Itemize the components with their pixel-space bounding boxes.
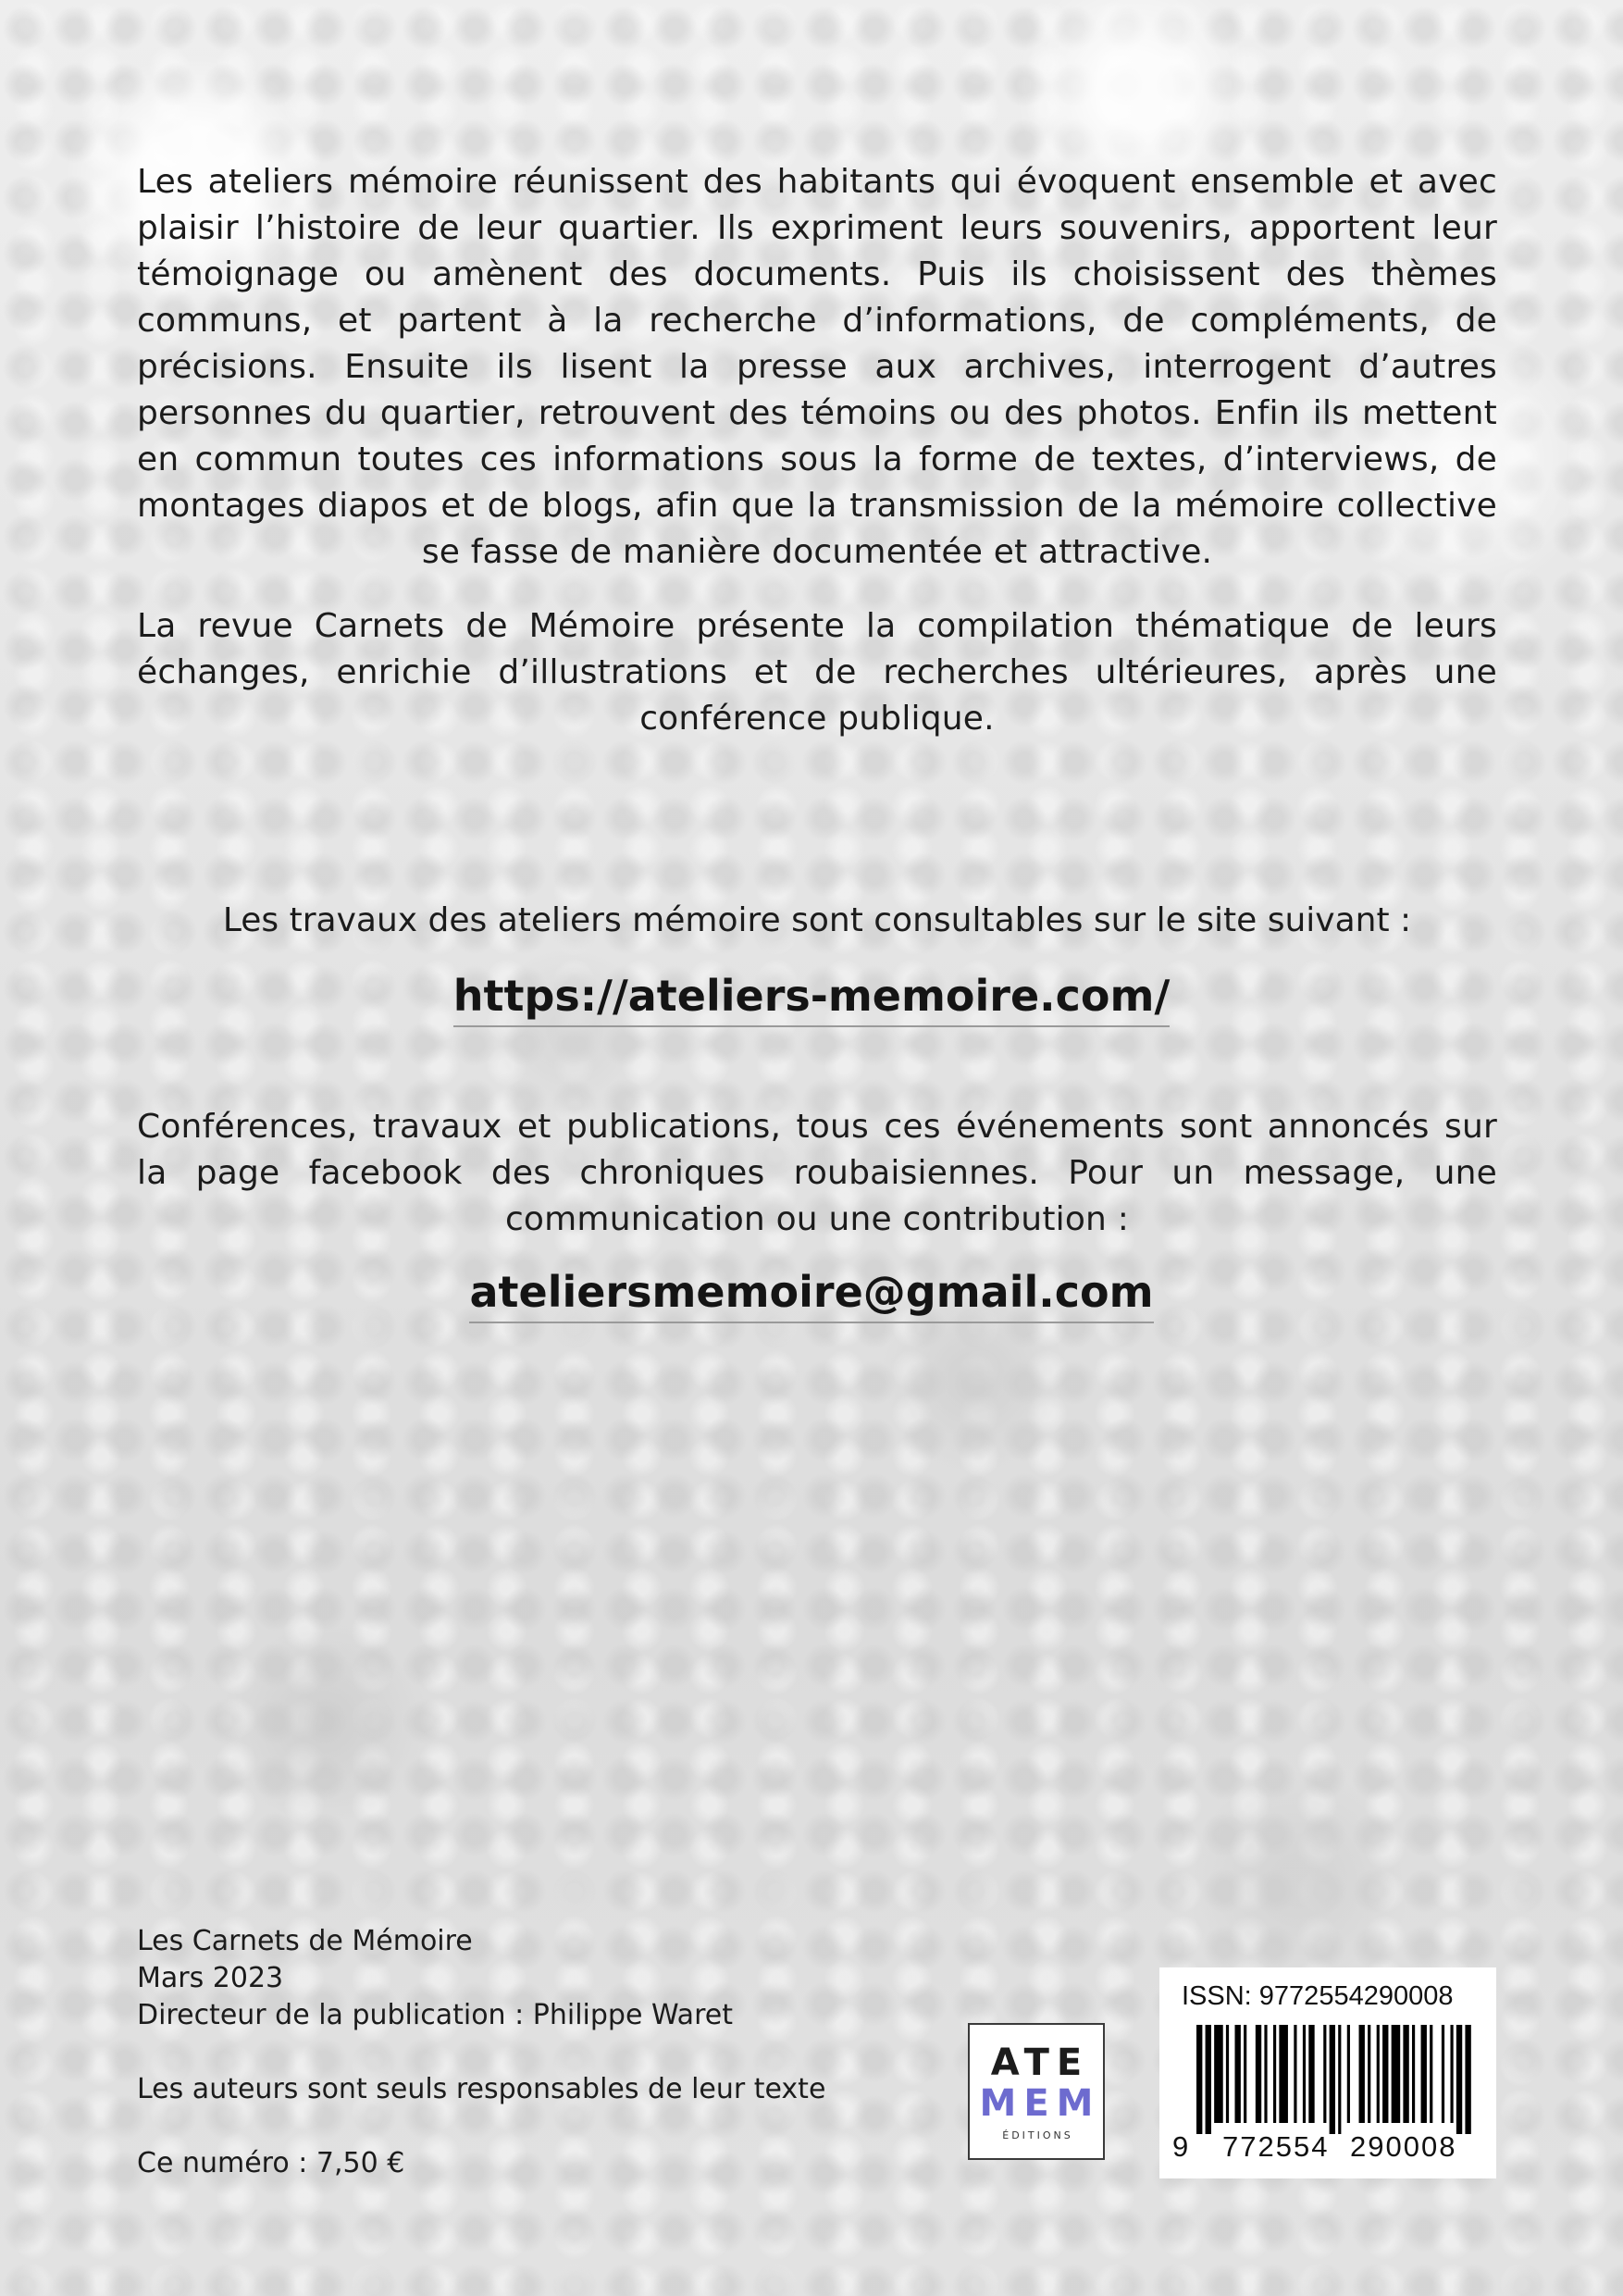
site-url-link[interactable]: https://ateliers-memoire.com/ — [453, 968, 1171, 1027]
barcode-bar — [1244, 2025, 1246, 2123]
email-link[interactable]: ateliersmemoire@gmail.com — [469, 1264, 1153, 1323]
barcode-bar — [1234, 2025, 1240, 2123]
barcode-bar — [1273, 2025, 1276, 2123]
barcode-bar — [1264, 2025, 1267, 2123]
logo-line-2: MEM — [979, 2081, 1101, 2125]
email-wrapper — [0, 1264, 1623, 1323]
barcode-bar — [1412, 2025, 1415, 2123]
barcode-bar — [1421, 2025, 1427, 2123]
barcode-bar — [1308, 2025, 1314, 2123]
barcode-bar — [1214, 2025, 1223, 2123]
barcode-bar — [1382, 2025, 1388, 2123]
contact-paragraph: Conférences, travaux et publications, tous ces événements sont annoncés sur la page facebook des chroniques roubaisiennes. Pour un message, une communication ou une contribution : — [137, 1108, 1497, 1238]
barcode-right-digits: 290008 — [1350, 2130, 1457, 2163]
barcode-first-digit: 9 — [1172, 2130, 1189, 2163]
sites-line: Les travaux des ateliers mémoire sont consultables sur le site suivant : — [222, 901, 1412, 939]
logo-subtitle: ÉDITIONS — [1002, 2128, 1073, 2141]
logo-line-1: ATE — [990, 2041, 1090, 2084]
barcode-left-digits: 772554 — [1222, 2130, 1330, 2163]
barcode-bar — [1377, 2025, 1380, 2123]
intro-section — [137, 159, 1497, 742]
colophon-responsibility: Les auteurs sont seuls responsables de leur texte — [137, 2073, 826, 2105]
barcode-bar — [1338, 2025, 1341, 2134]
colophon-date: Mars 2023 — [137, 1962, 284, 1994]
colophon-spacer — [137, 2034, 933, 2071]
colophon-title: Les Carnets de Mémoire — [137, 1925, 473, 1957]
barcode-bar — [1368, 2025, 1370, 2123]
barcode-bar — [1403, 2025, 1408, 2123]
colophon-director: Directeur de la publication : Philippe Waret — [137, 1999, 733, 2031]
issn-barcode — [1159, 1967, 1496, 2178]
barcode-bar — [1196, 2025, 1202, 2134]
barcode-bar — [1359, 2025, 1365, 2123]
revue-paragraph: La revue Carnets de Mémoire présente la compilation thématique de leurs échanges, enrichie d’illustrations et de recherches ultérieures, après une conférence publique. — [137, 607, 1497, 738]
intro-paragraph: Les ateliers mémoire réunissent des habitants qui évoquent ensemble et avec plaisir l’histoire de leur quartier. Ils expriment leurs souvenirs, apportent leur témoignage ou amènent des documents. Puis ils choisissent des thèmes communs, et partent à la recherche d’informations, de compléments, de précisions. Ensuite ils lisent la presse aux archives, interrogent d’autres personnes du quartier, retrouvent des témoins ou des photos. Enfin ils mettent en commun toutes ces informations sous la forme de textes, d’interviews, de montages diapos et de blogs, afin que la transmission de la mémoire collective se fasse de manière documentée et attractive. — [137, 163, 1497, 571]
barcode-bar — [1206, 2025, 1211, 2134]
barcode-bar — [1430, 2025, 1432, 2123]
barcode-bar — [1226, 2025, 1229, 2123]
colophon — [137, 1923, 933, 2182]
barcode-bar — [1442, 2025, 1444, 2123]
barcode-bar — [1256, 2025, 1261, 2123]
barcode-bar — [1392, 2025, 1401, 2123]
barcode-bar — [1465, 2025, 1470, 2134]
colophon-spacer — [137, 2108, 933, 2145]
site-url-wrapper — [0, 968, 1623, 1027]
barcode-bar — [1279, 2025, 1288, 2123]
barcode-bar — [1450, 2025, 1453, 2123]
issn-label: ISSN: 9772554290008 — [1182, 1981, 1454, 2011]
barcode-bar — [1456, 2025, 1462, 2134]
barcode-bar — [1323, 2025, 1326, 2123]
atemem-editions-logo — [968, 2023, 1105, 2160]
barcode-bar — [1294, 2025, 1296, 2123]
colophon-price: Ce numéro : 7,50 € — [137, 2147, 405, 2179]
barcode-bars — [1196, 2025, 1474, 2134]
barcode-bar — [1330, 2025, 1335, 2134]
barcode-bar — [1347, 2025, 1350, 2123]
barcode-bar — [1303, 2025, 1306, 2123]
